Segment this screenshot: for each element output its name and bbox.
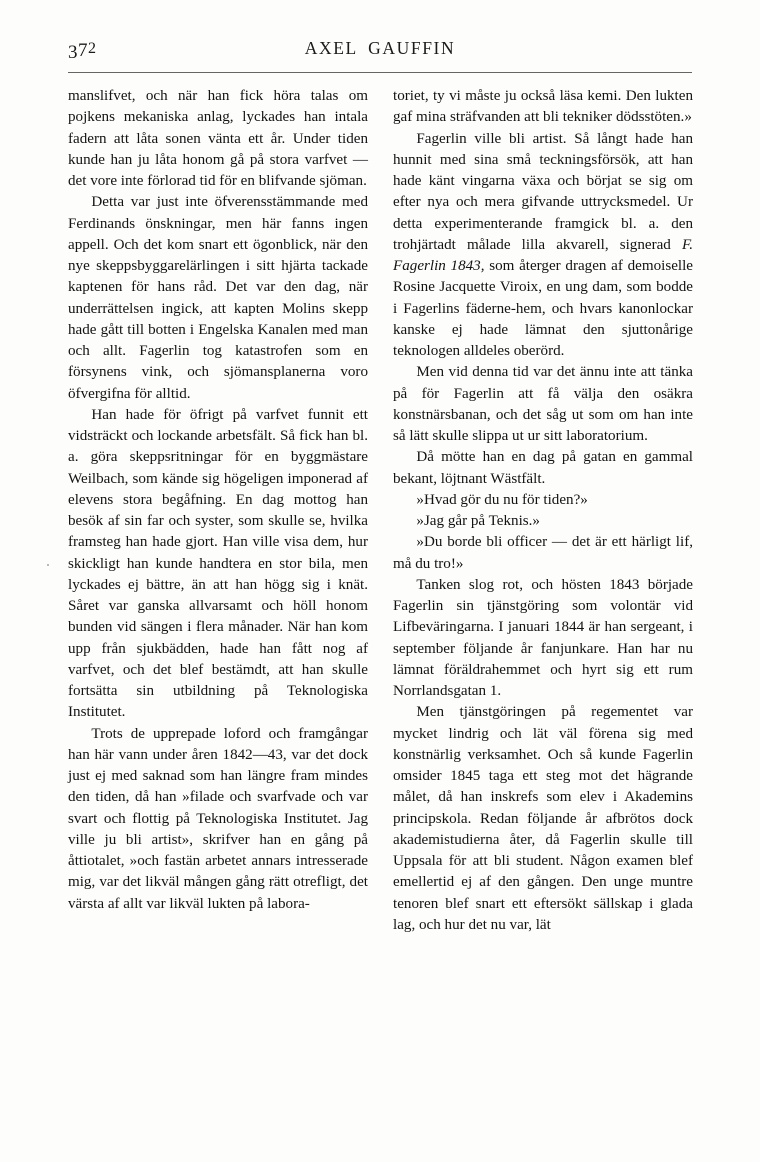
paragraph-with-signature (393, 129, 693, 363)
paragraph: manslifvet, och när han fick höra talas om pojkens mekaniska anlag, lyckades han intala fadern att låta sonen vänta ett år. Under tiden kunde han ju låta honom gå på stora varfvet — det vore inte förlorad tid för en blifvande sjöman. (68, 88, 368, 189)
paragraph: Trots de upprepade loford och framgångar han här vann under åren 1842—43, var det dock just ej med saknad som han längre fram mindes den tiden, då han »filade och svarfvade och var svart och flottig på Teknologiska Institutet. Jag ville ju bli artist», skrifver han en gång på åttiotalet, »och fastän arbetet annars intresserade mig, var det likväl mången gång rätt otrefligt, det värsta af allt var likväl lukten på labora- (68, 725, 368, 912)
dialogue-line: »Du borde bli officer — det är ett härligt lif, må du tro!» (393, 534, 693, 572)
body-columns (68, 86, 694, 1096)
dialogue-line: »Jag går på Teknis.» (416, 513, 540, 529)
paragraph: Han hade för öfrigt på varfvet funnit ett vidsträckt och lockande arbetsfält. Så fick han bl. a. göra skeppsritningar för en byggmästare Weilbach, som kände sig högeligen imponerad af elevens stora begåfning. En dag mottog han besök af sin far och syster, som skulle se, hvilka framsteg han hade gjort. Han ville visa dem, hur skickligt han kunde handtera en stor bila, men lyckades ej bättre, än att han högg sig i knät. Såret var ganska allvarsamt och höll honom bunden vid sängen i flera månader. När han kom upp från sjukbädden, hade han fått nog af varfvet, och det blef bestämdt, att han skulle fortsätta sin utbildning på Teknologiska Institutet. (68, 406, 368, 721)
column-left (68, 86, 368, 1096)
paragraph-text-after-signature: som återger dragen af demoiselle Rosine Jacquette Viroix, en ung dam, som bodde i Fagerlins fäderne-hem, och hvars kanonlockar kanske ej hade lämnat den sjuttonårige teknologen alldeles oberörd. (393, 258, 693, 359)
header-rule (68, 72, 692, 73)
scan-speck (47, 564, 49, 566)
column-right (393, 86, 693, 1096)
paragraph: Men vid denna tid var det ännu inte att tänka på för Fagerlin att få välja den osäkra konstnärsbanan, och det såg ut som om han inte så lätt skulle slippa ut ur sitt laboratorium. (393, 364, 693, 444)
running-head: AXEL GAUFFIN (304, 38, 456, 58)
paragraph: Detta var just inte öfverensstämmande med Ferdinands önskningar, men här fanns ingen appell. Och det kom snart ett ögonblick, när den nye skeppsbyggarelärlingen i sitt hjärta tackade kaptenen för hans råd. Det var den dag, när underrättelsen ingick, att kapten Molins skepp hade gått till botten i Engelska Kanalen med man och allt. Fagerlin tog katastrofen som en försynens vink, och sjömansplanerna voro öfvergifna för alltid. (68, 194, 368, 402)
folio-digit-3: 2 (88, 40, 97, 57)
folio-digit-2: 7 (78, 40, 88, 61)
paragraph: toriet, ty vi måste ju också läsa kemi. Den lukten gaf mina sträfvanden att bli tekniker dödsstöten.» (393, 88, 693, 126)
paragraph: Men tjänstgöringen på regementet var mycket lindrig och lät väl förena sig med konstnärlig verksamhet. Och så kunde Fagerlin omsider 1845 taga ett steg mot det hägrande målet, då han inskrefs som elev i Akademins principskola. Redan följande år afbrötos dock akademistudierna åter, då Fagerlin skulle till Uppsala för att bli student. Någon examen blef emellertid ej af den gången. Den unge muntre tenoren blef snart ett eftersökt sällskap i glada lag, och hur det nu var, lät (393, 704, 693, 933)
paragraph: Då mötte han en dag på gatan en gammal bekant, löjtnant Wästfält. (393, 449, 693, 487)
folio-digit-1: 3 (68, 42, 78, 63)
paragraph-text-before-signature: Fagerlin ville bli artist. Så långt hade han hunnit med sina små teckningsförsök, att han hade känt vingarna växa och börjat se sig om efter nya och mera gifvande uttrycksmedel. Ur detta experimenterande framgick bl. a. den trohjärtadt målade lilla akvarell, signerad (393, 130, 693, 253)
dialogue-line: »Hvad gör du nu för tiden?» (416, 491, 588, 508)
artwork-signature: F. Fagerlin 1843, (393, 236, 693, 274)
page-header (68, 38, 692, 72)
paragraph: Tanken slog rot, och hösten 1843 började Fagerlin sin tjänstgöring som volontär vid Lifbeväringarna. I januari 1844 är han sergeant, i september följande år fanjunkare. Han har nu lämnat föräldrahemmet och hyrt sig ett rum Norrlandsgatan 1. (393, 576, 693, 699)
